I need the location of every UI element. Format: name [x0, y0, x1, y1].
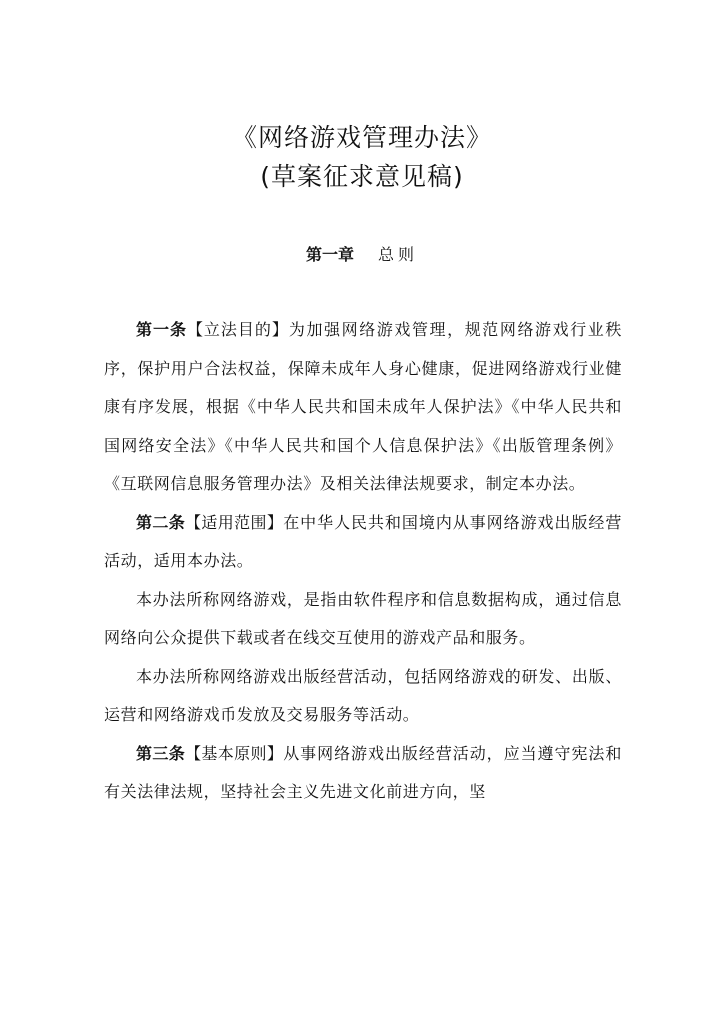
article-heading: 【适用范围】	[185, 512, 284, 532]
chapter-heading	[0, 242, 724, 268]
paragraph-article-1	[104, 311, 622, 504]
document-body	[104, 311, 622, 812]
paragraph-text: 为加强网络游戏管理，规范网络游戏行业秩序，保护用户合法权益，保障未成年人身心健康，促进网络游戏行业健康有序发展，根据《中华人民共和国未成年人保护法》《中华人民共和国网络安全法》《中华人民共和国个人信息保护法》《出版管理条例》《互联网信息服务管理办法》及相关法律法规要求，制定本办法。	[104, 320, 622, 493]
article-number: 第二条	[136, 512, 186, 532]
paragraph-text: 在中华人民共和国境内从事网络游戏出版经营活动，适用本办法。	[104, 512, 622, 570]
document-title: 《网络游戏管理办法》	[231, 123, 492, 152]
paragraph-definition-game	[104, 581, 622, 658]
document-subtitle: (草案征求意见稿)	[260, 162, 464, 191]
chapter-name: 总则	[378, 245, 419, 264]
article-number: 第三条	[136, 743, 186, 763]
chapter-number: 第一章	[305, 245, 354, 264]
paragraph-article-2	[104, 504, 622, 581]
paragraph-text: 本办法所称网络游戏出版经营活动，包括网络游戏的研发、出版、运营和网络游戏币发放及交易服务等活动。	[104, 666, 622, 724]
article-heading: 【基本原则】	[185, 743, 284, 763]
paragraph-definition-activity	[104, 658, 622, 735]
paragraph-text: 本办法所称网络游戏，是指由软件程序和信息数据构成，通过信息网络向公众提供下载或者在线交互使用的游戏产品和服务。	[104, 589, 622, 647]
article-heading: 【立法目的】	[186, 320, 289, 339]
paragraph-text: 从事网络游戏出版经营活动，应当遵守宪法和有关法律法规，坚持社会主义先进文化前进方向，坚	[104, 743, 622, 801]
paragraph-article-3	[104, 735, 622, 812]
article-number: 第一条	[136, 320, 187, 339]
